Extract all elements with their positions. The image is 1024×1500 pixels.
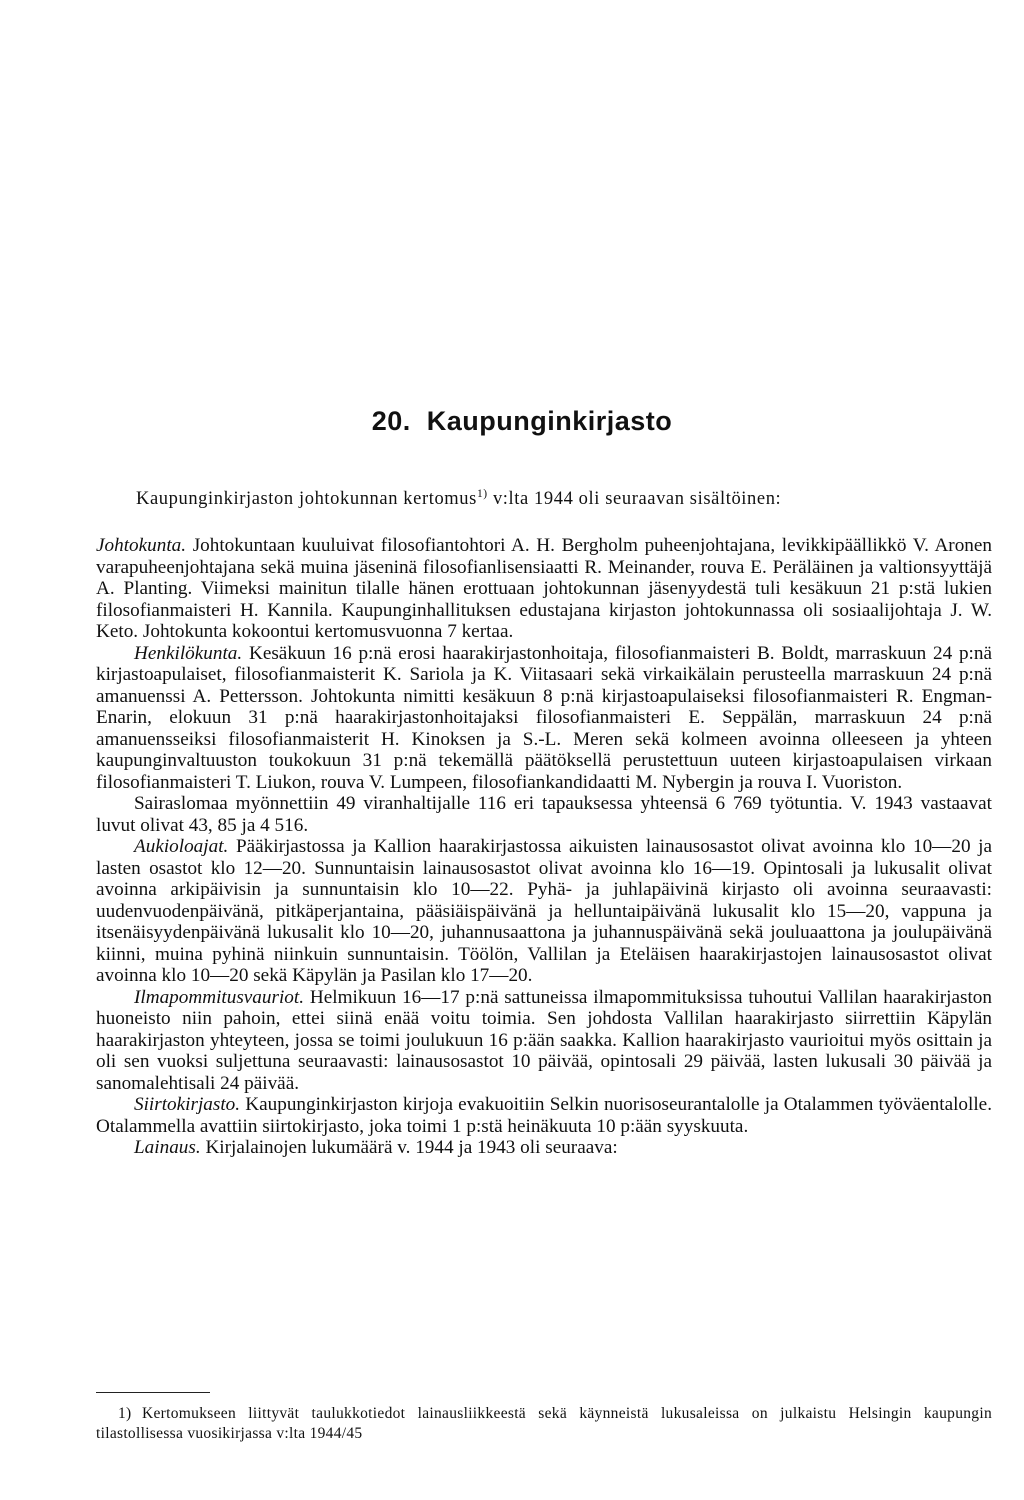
section-heading: Siirtokirjasto. <box>134 1094 241 1115</box>
section-text: Helmikuun 16—17 p:nä sattuneissa ilmapommituksissa tuhoutui Vallilan haarakirjaston huoneisto niin pahoin, ettei siinä enää voitu toimia. Sen johdosta Vallilan haarakirjasto siirrettiin Käpylän haarakirjaston yhteyteen, jossa se toimi joulukuun 16 p:ään saakka. Kallion haarakirjasto vaurioitui myös osittain ja oli sen vuoksi suljettuna seuraavasti: lainausosastot 10 päivää, opintosali 29 päivää, lasten lukusali 30 päivää ja sanomalehtisali 24 päivää. <box>96 986 992 1094</box>
section-heading: Henkilökunta. <box>134 642 243 664</box>
intro-text-after: v:lta 1944 oli seuraavan sisältöinen: <box>487 489 782 509</box>
section-text: Pääkirjastossa ja Kallion haarakirjastossa aikuisten lainausosastot olivat avoinna klo 10—20 ja lasten osastot klo 12—20. Sunnuntaisin lainausosastot olivat avoinna klo 16—19. Opintosali ja lukusalit olivat avoinna arkipäivisin ja sunnuntaisin klo 10—22. Pyhä- ja juhlapäivinä kirjasto oli avoinna seuraavasti: uudenvuodenpäivänä, pitkäperjantaina, pääsiäispäivänä ja helluntaipäivänä lukusalit klo 15—20, vappuna ja itsenäisyydenpäivänä lukusalit klo 10—20, juhannusaattona ja juhannuspäivänä sekä jouluaattona ja joulupäivänä kiinni, muina pyhinä niinkuin sunnuntaisin. Töölön, Vallilan ja Eteläisen haarakirjastojen lainausosastot olivat avoinna klo 10—20 sekä Käpylän ja Pasilan klo 17—20. <box>96 836 992 986</box>
footnote-reference: 1) <box>476 488 488 501</box>
section-text: Kaupunginkirjaston kirjoja evakuoitiin Selkin nuorisoseurantalolle ja Otalammen työväentalolle. Otalammella avattiin siirtokirjasto, joka toimi 1 p:stä heinäkuuta 10 p:ään syyskuuta. <box>96 1094 992 1137</box>
section-text: Sairaslomaa myönnettiin 49 viranhaltijalle 116 eri tapauksessa yhteensä 6 769 työtuntia. V. 1943 vastaavat luvut olivat 43, 85 ja 4 516. <box>96 793 992 836</box>
section-heading: Aukioloajat. <box>134 836 229 857</box>
footnote-divider <box>96 1392 210 1393</box>
section-heading: Lainaus. <box>134 1137 201 1158</box>
chapter-title: Kaupunginkirjasto <box>426 406 673 436</box>
chapter-heading <box>0 406 1024 437</box>
intro-text-before: Kaupunginkirjaston johtokunnan kertomus <box>136 489 477 509</box>
section-text: Johtokuntaan kuuluivat filosofiantohtori A. H. Bergholm puheenjohtajana, levikkipäällikkö V. Aronen varapuheenjohtajana sekä muina jäseninä filosofianlisensiaatti R. Meinander, rouva E. Peräläinen ja valtionsyyttäjä A. Planting. Viimeksi mainitun tilalle hänen erottuaan johtokunnan jäsenyydestä tuli kesäkuun 21 p:stä lukien filosofianmaisteri H. Kannila. Kaupunginhallituksen edustajana kirjaston johtokunnassa oli sosiaalijohtaja J. W. Keto. Johtokunta kokoontui kertomusvuonna 7 kertaa. <box>96 535 992 642</box>
paragraph-sairasloma <box>96 793 992 836</box>
section-henkilokunta <box>96 643 992 794</box>
section-siirtokirjasto <box>96 1094 992 1137</box>
footnote-marker: 1) <box>118 1405 132 1422</box>
section-ilmapommitusvauriot <box>96 987 992 1095</box>
section-text: Kirjalainojen lukumäärä v. 1944 ja 1943 oli seuraava: <box>200 1137 618 1158</box>
section-heading: Ilmapommitusvauriot. <box>134 986 305 1008</box>
chapter-number: 20. <box>371 406 411 436</box>
section-text: Kesäkuun 16 p:nä erosi haarakirjastonhoitaja, filosofianmaisteri B. Boldt, marraskuun 24 p:nä kirjastoapulaiset, filosofianmaisterit K. Sariola ja K. Viitasaari sekä virkaikälain perusteella marraskuun 24 p:nä amanuenssi A. Pettersson. Johtokunta nimitti kesäkuun 8 p:nä kirjastoapulaiseksi filosofianmaisteri R. Engman-Enarin, elokuun 31 p:nä haarakirjastonhoitajaksi filosofianmaisteri E. Seppälän, marraskuun 24 p:nä amanuensseiksi filosofianmaisterit H. Kinoksen ja S.-L. Meren sekä kolmeen avoinna olleeseen ja yhteen kaupunginvaltuuston toukokuun 31 p:nä tekemällä päätöksellä perustettuun uuteen kirjastoapulaisen virkaan filosofianmaisteri T. Liukon, rouva V. Lumpeen, filosofiankandidaatti M. Nybergin ja rouva I. Vuoriston. <box>96 642 992 793</box>
footnote <box>96 1404 992 1444</box>
section-aukioloajat <box>96 836 992 987</box>
section-johtokunta <box>96 535 992 643</box>
section-lainaus <box>96 1137 992 1159</box>
intro-sentence <box>136 489 990 510</box>
footnote-text: Kertomukseen liittyvät taulukkotiedot lainausliikkeestä sekä käynneistä lukusaleissa on julkaistu Helsingin kaupungin tilastollisessa vuosikirjassa v:lta 1944/45 <box>96 1405 992 1442</box>
section-heading: Johtokunta. <box>96 535 187 556</box>
report-body <box>96 535 992 1159</box>
